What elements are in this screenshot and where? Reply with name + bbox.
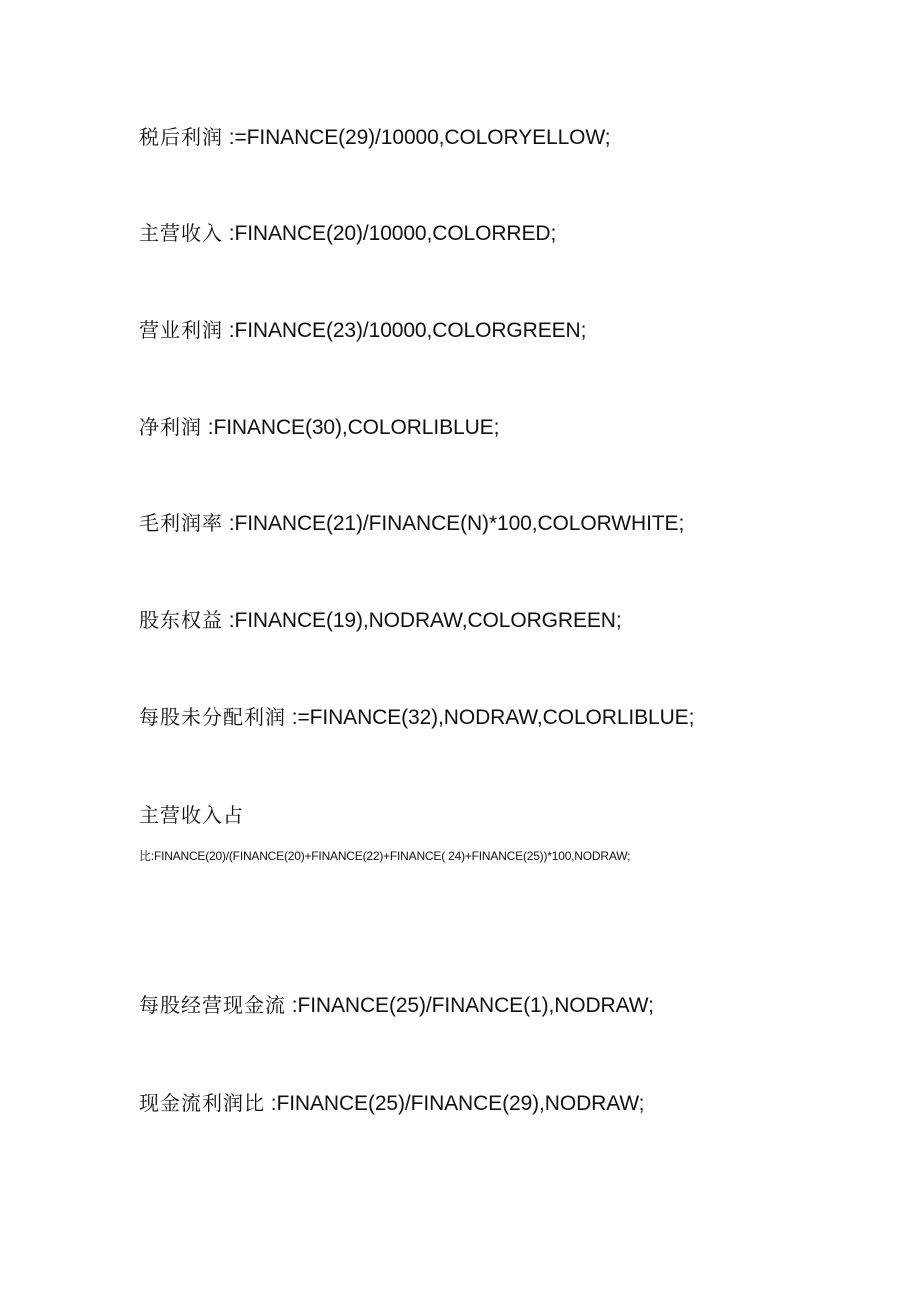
formula-label: 毛利润率 — [139, 511, 223, 535]
formula-line-main-revenue — [139, 220, 556, 247]
formula-code: :FINANCE(19),NODRAW,COLORGREEN; — [223, 609, 622, 632]
formula-code: :FINANCE(21)/FINANCE(N)*100,COLORWHITE; — [223, 512, 685, 535]
formula-label: 净利润 — [139, 415, 202, 439]
formula-code: :FINANCE(30),COLORLIBLUE; — [202, 416, 500, 439]
formula-code: :FINANCE(23)/10000,COLORGREEN; — [223, 319, 587, 342]
formula-code: :=FINANCE(32),NODRAW,COLORLIBLUE; — [286, 706, 695, 729]
formula-label: 主营收入 — [139, 221, 223, 245]
formula-code: :FINANCE(25)/FINANCE(1),NODRAW; — [286, 994, 654, 1017]
formula-line-net-profit — [139, 414, 499, 441]
formula-line-gross-margin — [139, 510, 684, 537]
formula-line-undistributed-profit-per-share — [139, 704, 694, 731]
formula-line-operating-profit — [139, 317, 586, 344]
formula-label: 比 — [139, 849, 151, 863]
formula-code: :=FINANCE(29)/10000,COLORYELLOW; — [223, 126, 611, 149]
formula-label: 现金流利润比 — [139, 1091, 265, 1115]
formula-line-operating-cashflow-per-share — [139, 992, 654, 1019]
formula-code: :FINANCE(25)/FINANCE(29),NODRAW; — [265, 1092, 645, 1115]
formula-label: 每股未分配利润 — [139, 705, 286, 729]
formula-line-shareholder-equity — [139, 607, 622, 634]
formula-line-main-revenue-share — [139, 802, 244, 829]
formula-line-cashflow-profit-ratio — [139, 1090, 644, 1117]
formula-label: 主营收入占 — [139, 803, 244, 827]
formula-code: :FINANCE(20)/(FINANCE(20)+FINANCE(22)+FINANCE( 24)+FINANCE(25))*100,NODRAW; — [150, 849, 631, 863]
formula-label: 税后利润 — [139, 125, 223, 149]
formula-label: 股东权益 — [139, 608, 223, 632]
formula-line-after-tax-profit — [139, 124, 611, 151]
formula-label: 每股经营现金流 — [139, 993, 286, 1017]
formula-line-main-revenue-share-continuation — [139, 848, 630, 864]
formula-code: :FINANCE(20)/10000,COLORRED; — [223, 222, 557, 245]
formula-label: 营业利润 — [139, 318, 223, 342]
